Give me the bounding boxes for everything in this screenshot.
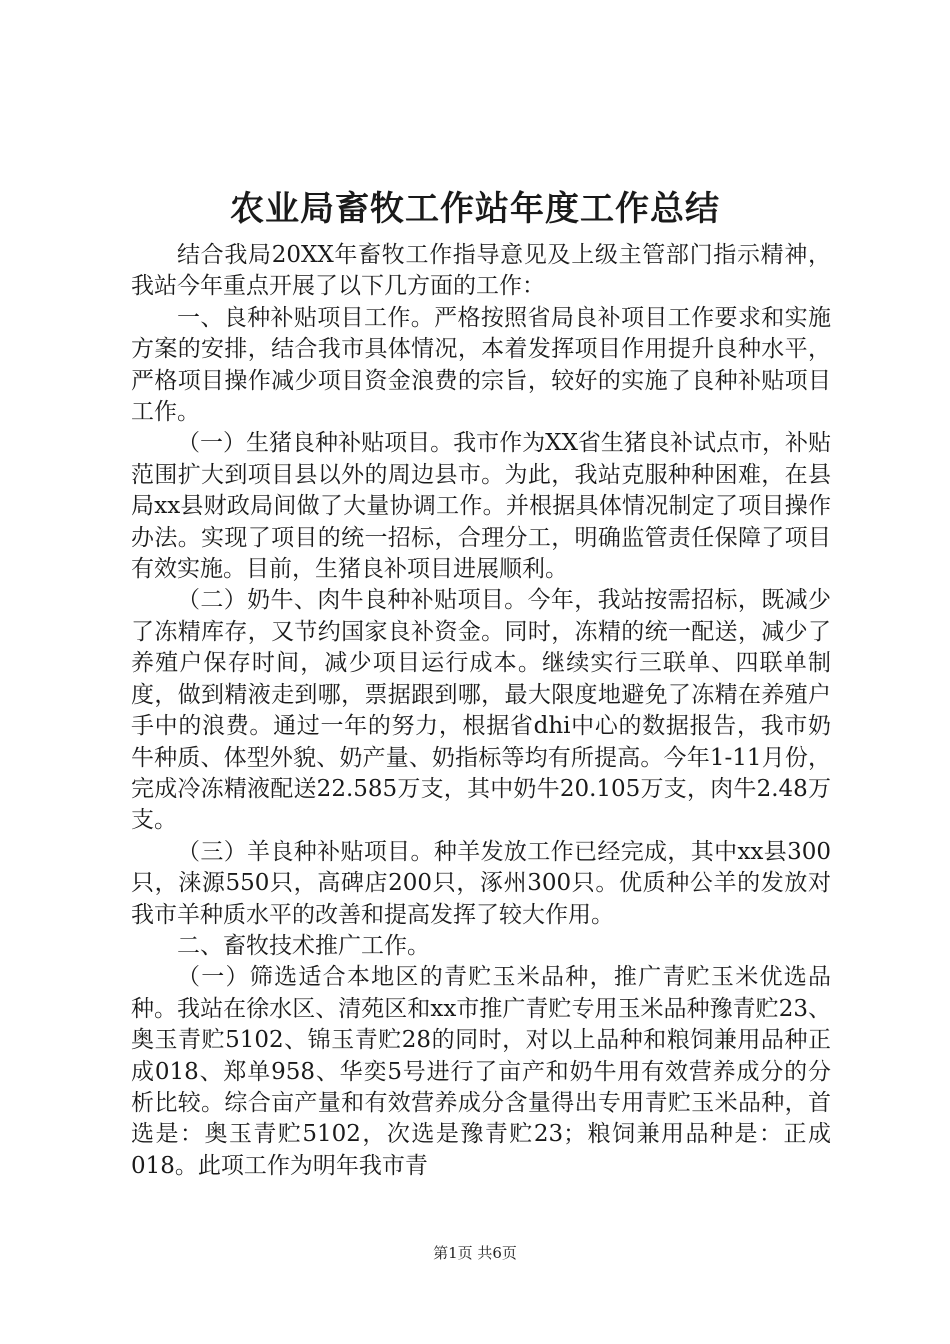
paragraph-pig-subsidy: （一）生猪良种补贴项目。我市作为XX省生猪良补试点市，补贴范围扩大到项目县以外的周边县市。为此，我站克服种种困难，在县局xx县财政局间做了大量协调工作。并根据具体情况制定了项目操作办法。实现了项目的统一招标，合理分工，明确监管责任保障了项目有效实施。目前，生猪良补项目进展顺利。 — [131, 430, 831, 583]
document-title: 农业局畜牧工作站年度工作总结 — [230, 189, 720, 229]
document-body — [131, 240, 831, 1182]
paragraph-intro: 结合我局20XX年畜牧工作指导意见及上级主管部门指示精神，我站今年重点开展了以下几方面的工作： — [131, 242, 831, 300]
paragraph-cattle-subsidy: （二）奶牛、肉牛良种补贴项目。今年，我站按需招标，既减少了冻精库存，又节约国家良补资金。同时，冻精的统一配送，减少了养殖户保存时间，减少项目运行成本。继续实行三联单、四联单制度，做到精液走到哪，票据跟到哪，最大限度地避免了冻精在养殖户手中的浪费。通过一年的努力，根据省dhi中心的数据报告，我市奶牛种质、体型外貌、奶产量、奶指标等均有所提高。今年1-11月份，完成冷冻精液配送22.585万支，其中奶牛20.105万支，肉牛2.48万支。 — [131, 587, 831, 834]
paragraph-silage-corn: （一）筛选适合本地区的青贮玉米品种，推广青贮玉米优选品种。我站在徐水区、清苑区和xx市推广青贮专用玉米品种豫青贮23、奥玉青贮5102、锦玉青贮28的同时，对以上品种和粮饲兼用品种正成018、郑单958、华奕5号进行了亩产和奶牛用有效营养成分的分析比较。综合亩产量和有效营养成分含量得出专用青贮玉米品种，首选是：奥玉青贮5102，次选是豫青贮23；粮饲兼用品种是：正成018。此项工作为明年我市青 — [131, 964, 831, 1179]
paragraph-section-1: 一、良种补贴项目工作。严格按照省局良补项目工作要求和实施方案的安排，结合我市具体情况，本着发挥项目作用提升良种水平，严格项目操作减少项目资金浪费的宗旨，较好的实施了良种补贴项目工作。 — [131, 304, 831, 426]
page-number-footer: 第1页 共6页 — [433, 1244, 517, 1262]
paragraph-section-2: 二、畜牧技术推广工作。 — [177, 932, 430, 959]
paragraph-sheep-subsidy: （三）羊良种补贴项目。种羊发放工作已经完成，其中xx县300只，涞源550只，高碑店200只，涿州300只。优质种公羊的发放对我市羊种质水平的改善和提高发挥了较大作用。 — [131, 838, 831, 928]
